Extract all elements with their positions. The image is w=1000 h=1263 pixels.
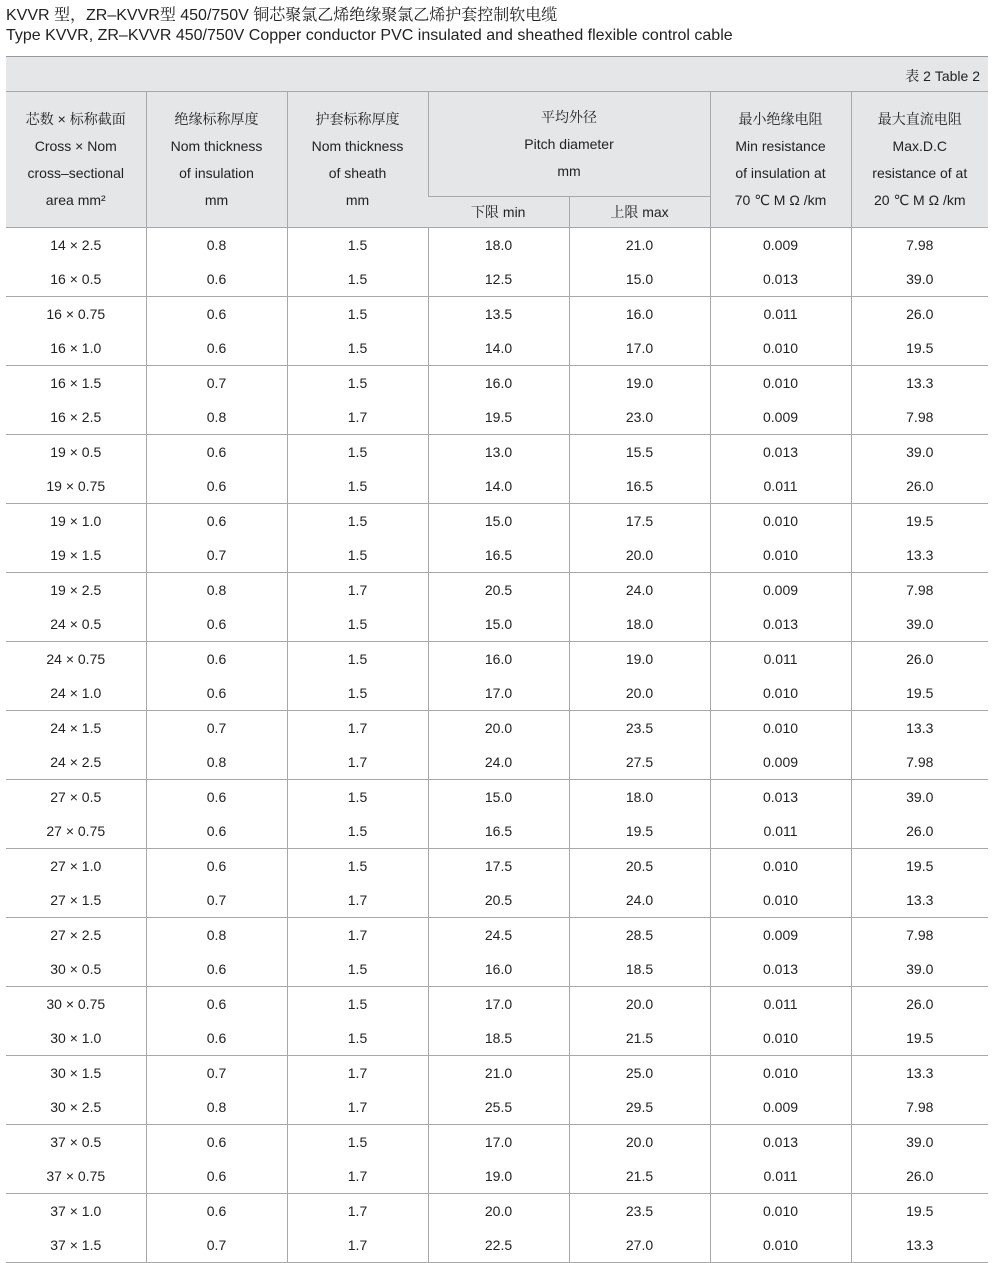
cell-insulation: 0.6 [146,1194,287,1229]
cell-sheath: 1.5 [287,469,428,504]
cell-insulation: 0.6 [146,849,287,884]
cell-max-resistance: 19.5 [851,676,988,711]
cell-diameter-min: 17.5 [428,849,569,884]
cell-sheath: 1.5 [287,366,428,401]
cell-sheath: 1.5 [287,435,428,470]
table-row [6,504,988,539]
cell-min-resistance: 0.013 [710,952,851,987]
cell-min-resistance: 0.010 [710,1021,851,1056]
table-row [6,1125,988,1160]
table-row [6,849,988,884]
cell-sheath: 1.5 [287,262,428,297]
cell-insulation: 0.7 [146,1228,287,1263]
cell-min-resistance: 0.013 [710,780,851,815]
cell-sheath: 1.7 [287,573,428,608]
cell-diameter-max: 27.0 [569,1228,710,1263]
cell-cross-section: 16 × 1.0 [6,331,146,366]
cell-min-resistance: 0.009 [710,1090,851,1125]
cell-cross-section: 19 × 1.0 [50,513,102,529]
cell-sheath: 1.5 [287,780,428,815]
cell-insulation: 0.6 [146,297,287,332]
cell-max-resistance: 7.98 [851,1090,988,1125]
cell-diameter-min: 16.5 [428,538,569,573]
table-row [6,780,988,815]
cell-diameter-max: 20.0 [569,676,710,711]
cell-sheath: 1.7 [287,1194,428,1229]
cell-max-resistance: 7.98 [851,228,988,263]
cell-diameter-max: 18.0 [569,607,710,642]
table-row [6,814,988,849]
cell-max-resistance: 13.3 [851,1056,988,1091]
cell-diameter-max: 23.0 [569,400,710,435]
cell-sheath: 1.5 [287,607,428,642]
cell-cross-section: 37 × 1.0 [50,1203,102,1219]
table-row [6,918,988,953]
table-row [6,711,988,746]
cell-diameter-min: 13.0 [428,435,569,470]
cell-insulation: 0.6 [146,435,287,470]
cell-min-resistance: 0.013 [710,435,851,470]
cell-max-resistance: 7.98 [851,745,988,780]
cell-diameter-max: 25.0 [569,1056,710,1091]
cell-min-resistance: 0.010 [710,1056,851,1091]
cell-cross-section: 37 × 0.75 [6,1159,146,1194]
spec-table-body [6,228,988,1263]
cell-sheath: 1.5 [287,504,428,539]
cell-sheath: 1.7 [287,1159,428,1194]
cell-sheath: 1.5 [287,952,428,987]
table-row [6,1090,988,1125]
cell-diameter-max: 18.5 [569,952,710,987]
cell-insulation: 0.7 [146,883,287,918]
cell-cross-section: 27 × 0.5 [50,789,102,805]
cell-insulation: 0.6 [146,504,287,539]
cell-max-resistance: 7.98 [851,400,988,435]
cell-sheath: 1.7 [287,1056,428,1091]
page-title-cn: KVVR 型，ZR–KVVR型 450/750V 铜芯聚氯乙烯绝缘聚氯乙烯护套控制软电缆 [6,7,558,24]
cell-cross-section: 24 × 0.75 [46,651,106,667]
cell-diameter-max: 21.5 [569,1021,710,1056]
cell-insulation: 0.6 [146,262,287,297]
cell-cross-section: 27 × 0.75 [6,814,146,849]
cell-diameter-max: 19.0 [569,366,710,401]
cell-diameter-max: 19.5 [569,814,710,849]
cell-max-resistance: 19.5 [851,1194,988,1229]
cell-sheath: 1.5 [287,538,428,573]
cell-cross-section: 24 × 1.5 [50,720,102,736]
cell-cross-section: 14 × 2.5 [6,228,146,263]
cell-insulation: 0.8 [146,573,287,608]
cell-insulation: 0.6 [146,1159,287,1194]
cell-insulation: 0.8 [146,918,287,953]
table-row [6,400,988,435]
cell-diameter-min: 20.5 [428,573,569,608]
table-row [6,469,988,504]
cell-diameter-max: 20.0 [569,1125,710,1160]
cell-min-resistance: 0.011 [710,469,851,504]
cell-diameter-max: 20.0 [569,538,710,573]
cell-insulation: 0.6 [146,331,287,366]
cell-cross-section: 16 × 1.5 [50,375,102,391]
header-min-resistance: 最小绝缘电阻 Min resistance of insulation at 70 ℃ M Ω /km [710,92,851,228]
cell-max-resistance: 39.0 [851,262,988,297]
cell-sheath: 1.5 [287,987,428,1022]
cell-diameter-min: 18.0 [428,228,569,263]
cell-max-resistance: 19.5 [851,331,988,366]
cell-min-resistance: 0.011 [710,642,851,677]
table-row [6,1056,988,1091]
cell-diameter-max: 28.5 [569,918,710,953]
cell-min-resistance: 0.010 [710,366,851,401]
cell-min-resistance: 0.011 [710,814,851,849]
cell-diameter-min: 19.0 [428,1159,569,1194]
cell-max-resistance: 39.0 [851,607,988,642]
cell-max-resistance: 13.3 [851,883,988,918]
cell-cross-section: 24 × 1.0 [6,676,146,711]
cell-diameter-min: 21.0 [428,1056,569,1091]
spec-sheet [6,56,988,1263]
cell-min-resistance: 0.010 [710,711,851,746]
cell-cross-section: 27 × 1.0 [50,858,102,874]
table-row [6,745,988,780]
cell-diameter-max: 27.5 [569,745,710,780]
cell-min-resistance: 0.010 [710,504,851,539]
cell-diameter-min: 16.0 [428,366,569,401]
cell-cross-section: 37 × 1.5 [6,1228,146,1263]
cell-diameter-min: 16.0 [428,952,569,987]
cell-diameter-min: 15.0 [428,780,569,815]
cell-insulation: 0.6 [146,469,287,504]
cell-diameter-max: 19.0 [569,642,710,677]
cell-insulation: 0.6 [146,987,287,1022]
cell-max-resistance: 39.0 [851,435,988,470]
cell-cross-section: 24 × 2.5 [6,745,146,780]
table-label-bar [6,56,988,91]
table-row [6,331,988,366]
table-row [6,642,988,677]
cell-max-resistance: 19.5 [851,504,988,539]
page-title-en: Type KVVR, ZR–KVVR 450/750V Copper conductor PVC insulated and sheathed flexible control cable [6,27,733,44]
cell-insulation: 0.6 [146,952,287,987]
cell-max-resistance: 26.0 [851,1159,988,1194]
spec-table [6,91,988,1263]
table-label: 表 2 Table 2 [905,68,980,84]
cell-diameter-max: 21.5 [569,1159,710,1194]
cell-insulation: 0.6 [146,814,287,849]
cell-sheath: 1.7 [287,918,428,953]
cell-min-resistance: 0.010 [710,849,851,884]
cell-insulation: 0.8 [146,228,287,263]
cell-min-resistance: 0.010 [710,883,851,918]
cell-sheath: 1.5 [287,849,428,884]
cell-insulation: 0.8 [146,1090,287,1125]
cell-diameter-min: 14.0 [428,331,569,366]
cell-insulation: 0.6 [146,780,287,815]
cell-diameter-min: 18.5 [428,1021,569,1056]
cell-max-resistance: 26.0 [851,297,988,332]
cell-diameter-min: 17.0 [428,676,569,711]
cell-diameter-max: 16.0 [569,297,710,332]
cell-diameter-max: 15.0 [569,262,710,297]
cell-cross-section: 16 × 0.5 [6,262,146,297]
cell-min-resistance: 0.010 [710,331,851,366]
cell-diameter-min: 13.5 [428,297,569,332]
cell-cross-section: 19 × 2.5 [50,582,102,598]
cell-diameter-min: 15.0 [428,504,569,539]
cell-cross-section: 30 × 2.5 [6,1090,146,1125]
cell-max-resistance: 39.0 [851,1125,988,1160]
table-row [6,228,988,263]
cell-diameter-min: 12.5 [428,262,569,297]
cell-cross-section: 19 × 0.75 [6,469,146,504]
header-diameter-min: 下限 min [428,197,569,228]
cell-sheath: 1.5 [287,642,428,677]
cell-min-resistance: 0.009 [710,918,851,953]
table-row [6,987,988,1022]
cell-diameter-min: 20.0 [428,711,569,746]
table-row [6,1159,988,1194]
cell-diameter-min: 19.5 [428,400,569,435]
cell-sheath: 1.5 [287,1021,428,1056]
cell-diameter-min: 25.5 [428,1090,569,1125]
cell-diameter-min: 20.0 [428,1194,569,1229]
cell-sheath: 1.5 [287,676,428,711]
cell-max-resistance: 26.0 [851,987,988,1022]
cell-diameter-max: 23.5 [569,711,710,746]
cell-max-resistance: 7.98 [851,918,988,953]
cell-diameter-min: 15.0 [428,607,569,642]
table-row [6,1194,988,1229]
table-row [6,607,988,642]
cell-min-resistance: 0.009 [710,228,851,263]
cell-insulation: 0.7 [146,711,287,746]
cell-min-resistance: 0.010 [710,676,851,711]
cell-sheath: 1.5 [287,297,428,332]
cell-diameter-max: 15.5 [569,435,710,470]
cell-max-resistance: 13.3 [851,538,988,573]
cell-max-resistance: 13.3 [851,1228,988,1263]
cell-diameter-max: 17.0 [569,331,710,366]
cell-diameter-max: 24.0 [569,573,710,608]
table-row [6,538,988,573]
cell-diameter-max: 20.5 [569,849,710,884]
cell-cross-section: 30 × 1.5 [50,1065,102,1081]
header-sheath-thickness: 护套标称厚度 Nom thickness of sheath mm [287,92,428,228]
cell-sheath: 1.5 [287,228,428,263]
cell-max-resistance: 19.5 [851,1021,988,1056]
cell-min-resistance: 0.013 [710,1125,851,1160]
cell-min-resistance: 0.010 [710,1228,851,1263]
cell-diameter-min: 24.0 [428,745,569,780]
cell-min-resistance: 0.011 [710,297,851,332]
cell-sheath: 1.5 [287,814,428,849]
cell-insulation: 0.8 [146,745,287,780]
cell-sheath: 1.7 [287,1090,428,1125]
cell-min-resistance: 0.013 [710,262,851,297]
cell-insulation: 0.6 [146,642,287,677]
cell-diameter-min: 16.0 [428,642,569,677]
cell-cross-section: 30 × 0.75 [46,996,106,1012]
cell-cross-section: 16 × 0.75 [46,306,106,322]
cell-insulation: 0.6 [146,1021,287,1056]
cell-diameter-max: 29.5 [569,1090,710,1125]
cell-max-resistance: 13.3 [851,711,988,746]
header-cross-section: 芯数 × 标称截面 Cross × Nom cross–sectional area mm² [6,92,146,228]
cell-sheath: 1.7 [287,400,428,435]
cell-max-resistance: 7.98 [851,573,988,608]
cell-sheath: 1.5 [287,331,428,366]
cell-insulation: 0.7 [146,366,287,401]
cell-insulation: 0.6 [146,1125,287,1160]
cell-max-resistance: 26.0 [851,469,988,504]
header-diameter-max: 上限 max [569,197,710,228]
cell-min-resistance: 0.009 [710,400,851,435]
cell-sheath: 1.7 [287,711,428,746]
table-row [6,676,988,711]
cell-insulation: 0.7 [146,538,287,573]
cell-cross-section: 27 × 2.5 [50,927,102,943]
cell-diameter-min: 14.0 [428,469,569,504]
cell-insulation: 0.8 [146,400,287,435]
cell-max-resistance: 13.3 [851,366,988,401]
cell-min-resistance: 0.009 [710,745,851,780]
cell-max-resistance: 39.0 [851,780,988,815]
cell-max-resistance: 26.0 [851,814,988,849]
cell-min-resistance: 0.010 [710,538,851,573]
cell-cross-section: 19 × 1.5 [6,538,146,573]
table-row [6,262,988,297]
cell-diameter-min: 17.0 [428,987,569,1022]
cell-diameter-min: 22.5 [428,1228,569,1263]
cell-sheath: 1.7 [287,883,428,918]
cell-cross-section: 37 × 0.5 [50,1134,102,1150]
cell-cross-section: 30 × 1.0 [6,1021,146,1056]
cell-diameter-max: 24.0 [569,883,710,918]
header-insulation-thickness: 绝缘标称厚度 Nom thickness of insulation mm [146,92,287,228]
header-pitch-diameter: 平均外径 Pitch diameter mm [428,92,710,197]
cell-diameter-max: 17.5 [569,504,710,539]
cell-insulation: 0.6 [146,676,287,711]
cell-diameter-max: 23.5 [569,1194,710,1229]
cell-min-resistance: 0.010 [710,1194,851,1229]
table-row [6,952,988,987]
cell-cross-section: 30 × 0.5 [6,952,146,987]
table-row [6,435,988,470]
cell-max-resistance: 19.5 [851,849,988,884]
header-max-dc-resistance: 最大直流电阻 Max.D.C resistance of at 20 ℃ M Ω /km [851,92,988,228]
cell-diameter-min: 17.0 [428,1125,569,1160]
cell-diameter-min: 20.5 [428,883,569,918]
cell-diameter-max: 16.5 [569,469,710,504]
cell-max-resistance: 39.0 [851,952,988,987]
cell-cross-section: 16 × 2.5 [6,400,146,435]
table-row [6,1021,988,1056]
cell-cross-section: 19 × 0.5 [50,444,102,460]
cell-diameter-min: 16.5 [428,814,569,849]
table-row [6,297,988,332]
cell-cross-section: 24 × 0.5 [6,607,146,642]
cell-cross-section: 27 × 1.5 [6,883,146,918]
cell-diameter-max: 21.0 [569,228,710,263]
cell-min-resistance: 0.011 [710,1159,851,1194]
cell-sheath: 1.7 [287,745,428,780]
cell-diameter-min: 24.5 [428,918,569,953]
cell-min-resistance: 0.009 [710,573,851,608]
cell-sheath: 1.5 [287,1125,428,1160]
cell-min-resistance: 0.011 [710,987,851,1022]
cell-diameter-max: 20.0 [569,987,710,1022]
cell-min-resistance: 0.013 [710,607,851,642]
table-row [6,366,988,401]
cell-max-resistance: 26.0 [851,642,988,677]
cell-insulation: 0.6 [146,607,287,642]
cell-insulation: 0.7 [146,1056,287,1091]
table-row [6,1228,988,1263]
cell-diameter-max: 18.0 [569,780,710,815]
table-row [6,573,988,608]
table-row [6,883,988,918]
cell-sheath: 1.7 [287,1228,428,1263]
